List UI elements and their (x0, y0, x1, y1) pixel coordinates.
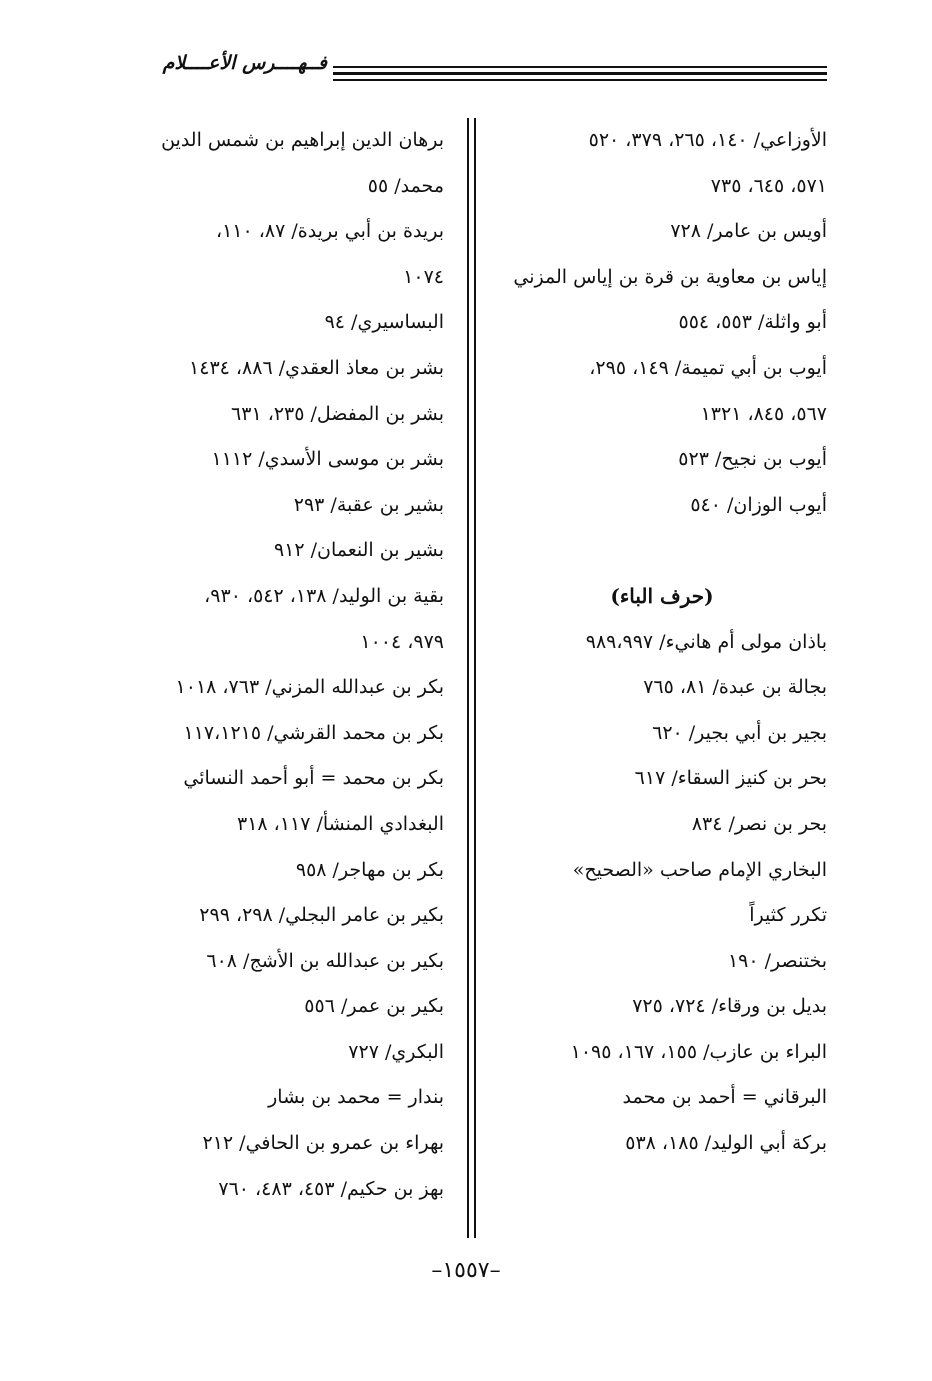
index-entry: البخاري الإمام صاحب «الصحيح» (572, 858, 827, 881)
index-entry: ٥٧١، ٦٤٥، ٧٣٥ (710, 174, 827, 197)
index-entry: إياس بن معاوية بن قرة بن إياس المزني (513, 265, 827, 288)
index-entry: أبو واثلة/ ٥٥٣، ٥٥٤ (678, 311, 827, 334)
index-entry: أيوب بن أبي تميمة/ ١٤٩، ٢٩٥، (589, 356, 827, 379)
index-entry: البكري/ ٧٢٧ (348, 1040, 444, 1063)
index-entry: بكر بن عبدالله المزني/ ٧٦٣، ١٠١٨ (175, 676, 444, 699)
index-entry: بكير بن عمر/ ٥٥٦ (304, 995, 444, 1018)
index-entry: بحر بن كنيز السقاء/ ٦١٧ (634, 767, 827, 790)
index-entry: باذان مولى أم هانيء/ ٩٨٩،٩٩٧ (585, 630, 827, 653)
column-divider (474, 118, 476, 1238)
index-entry: بندار = محمد بن بشار (268, 1086, 444, 1109)
index-entry: بشر بن معاذ العقدي/ ٨٨٦، ١٤٣٤ (189, 356, 444, 379)
index-entry: أويس بن عامر/ ٧٢٨ (670, 220, 827, 243)
index-entry: تكرر كثيراً (749, 904, 827, 927)
index-entry: بركة أبي الوليد/ ١٨٥، ٥٣٨ (625, 1132, 827, 1155)
index-entry: بشير بن عقبة/ ٢٩٣ (293, 493, 444, 516)
index-entry: بكر بن مهاجر/ ٩٥٨ (295, 858, 444, 881)
index-entry: بهراء بن عمرو بن الحافي/ ٢١٢ (202, 1132, 444, 1155)
column-divider (467, 118, 469, 1238)
index-entry: البرقاني = أحمد بن محمد (622, 1086, 827, 1109)
index-entry: بريدة بن أبي بريدة/ ٨٧، ١١٠، (215, 220, 444, 243)
index-entry: ١٠٧٤ (403, 265, 444, 288)
index-entry: بختنصر/ ١٩٠ (727, 949, 827, 972)
index-entry: بكير بن عامر البجلي/ ٢٩٨، ٢٩٩ (199, 904, 444, 927)
header-rule (333, 72, 827, 75)
index-entry: البساسيري/ ٩٤ (324, 311, 444, 334)
index-entry: بكر بن محمد = أبو أحمد النسائي (183, 767, 444, 790)
index-entry: بجالة بن عبدة/ ٨١، ٧٦٥ (643, 676, 827, 699)
section-heading: (حرف الباء) (610, 583, 714, 608)
header-rule (333, 66, 827, 68)
index-entry: البراء بن عازب/ ١٥٥، ١٦٧، ١٠٩٥ (570, 1040, 827, 1063)
header-rule (333, 79, 827, 81)
index-entry: بشير بن النعمان/ ٩١٢ (273, 539, 444, 562)
index-entry: ٥٦٧، ٨٤٥، ١٣٢١ (700, 402, 827, 425)
index-entry: بشر بن موسى الأسدي/ ١١١٢ (211, 448, 444, 471)
index-column-right (497, 118, 827, 1167)
index-entry: أيوب بن نجيح/ ٥٢٣ (678, 448, 827, 471)
index-entry: الأوزاعي/ ١٤٠، ٢٦٥، ٣٧٩، ٥٢٠ (588, 129, 827, 151)
page-header (105, 48, 827, 88)
index-entry: بكر بن محمد القرشي/ ١١٧،١٢١٥ (183, 721, 444, 744)
index-entry: بحر بن نصر/ ٨٣٤ (691, 812, 827, 835)
index-entry: بهز بن حكيم/ ٤٥٣، ٤٨٣، ٧٦٠ (218, 1177, 444, 1200)
index-entry: بقية بن الوليد/ ١٣٨، ٥٤٢، ٩٣٠، (204, 584, 444, 607)
index-column-left (99, 118, 444, 1212)
index-entry: ٩٧٩، ١٠٠٤ (360, 630, 444, 653)
index-entry: محمد/ ٥٥ (367, 174, 444, 197)
header-title: فــهــــرس الأعــــلام (162, 52, 327, 74)
page-number: –١٥٥٧– (431, 1258, 501, 1283)
index-entry: بديل بن ورقاء/ ٧٢٤، ٧٢٥ (632, 995, 827, 1018)
index-entry: البغدادي المنشأ/ ١١٧، ٣١٨ (237, 812, 444, 835)
index-entry: أيوب الوزان/ ٥٤٠ (690, 493, 827, 516)
index-entry (497, 528, 827, 574)
index-entry: بجير بن أبي بجير/ ٦٢٠ (652, 721, 827, 744)
index-entry: بشر بن المفضل/ ٢٣٥، ٦٣١ (231, 402, 444, 425)
index-entry: بكير بن عبدالله بن الأشج/ ٦٠٨ (206, 949, 444, 972)
index-entry: برهان الدين إبراهيم بن شمس الدين (161, 129, 444, 151)
